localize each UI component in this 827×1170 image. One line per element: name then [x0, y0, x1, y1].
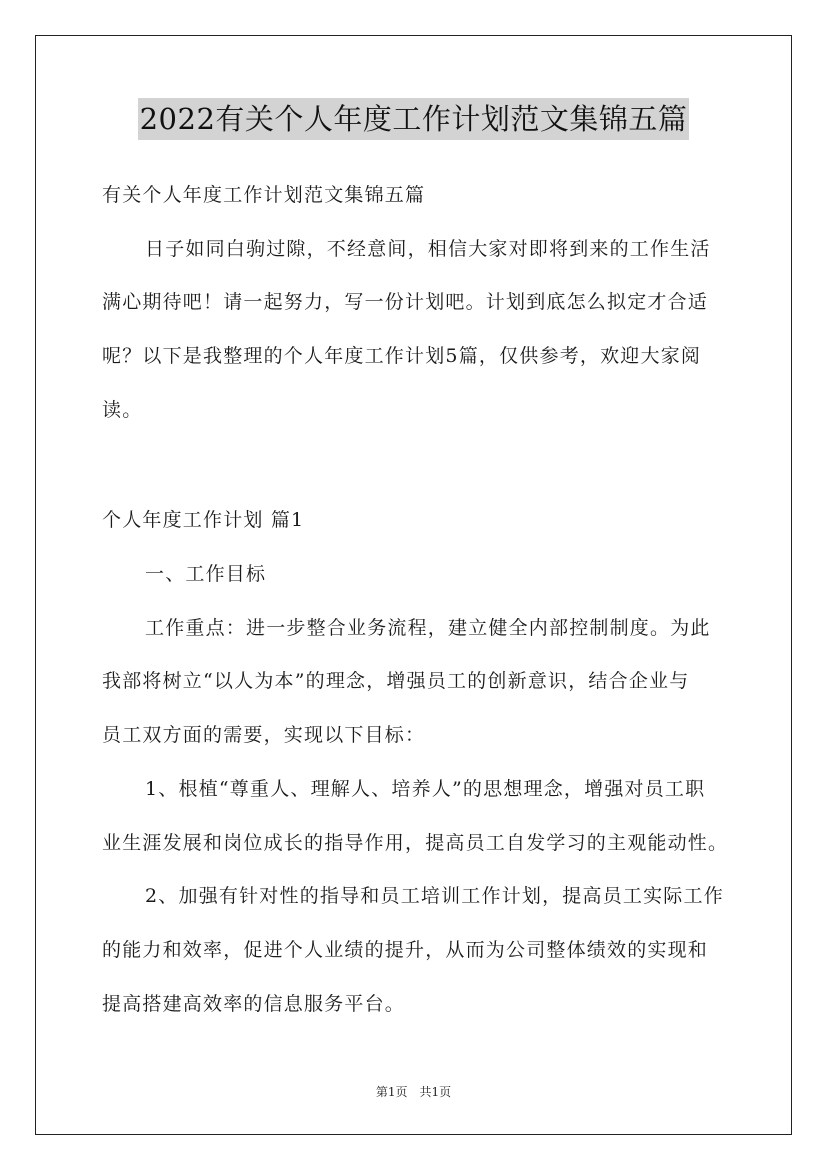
- item2-line-3: 提高搭建高效率的信息服务平台。: [102, 993, 406, 1015]
- section-heading: 个人年度工作计划 篇1: [102, 509, 305, 531]
- document-title: 2022有关个人年度工作计划范文集锦五篇: [138, 98, 690, 140]
- goal-heading: 一、工作目标: [145, 563, 267, 585]
- intro-line-2: 满心期待吧！请一起努力，写一份计划吧。计划到底怎么拟定才合适: [102, 291, 709, 313]
- focus-line-3: 员工双方面的需要，实现以下目标：: [102, 724, 426, 746]
- item2-line-2: 的能力和效率，促进个人业绩的提升，从而为公司整体绩效的实现和: [102, 939, 709, 961]
- item2-line-1: 2、加强有针对性的指导和员工培训工作计划，提高员工实际工作: [145, 885, 724, 907]
- focus-line-1: 工作重点：进一步整合业务流程，建立健全内部控制制度。为此: [145, 617, 711, 639]
- item1-line-2: 业生涯发展和岗位成长的指导作用，提高员工自发学习的主观能动性。: [102, 832, 729, 854]
- document-subtitle: 有关个人年度工作计划范文集锦五篇: [102, 184, 426, 206]
- intro-line-1: 日子如同白驹过隙，不经意间，相信大家对即将到来的工作生活: [145, 238, 711, 260]
- focus-line-2: 我部将树立“以人为本”的理念，增强员工的创新意识，结合企业与: [102, 670, 690, 692]
- title-container: [0, 98, 827, 140]
- intro-line-3: 呢？以下是我整理的个人年度工作计划5篇，仅供参考，欢迎大家阅: [102, 345, 702, 367]
- page-footer: 第1页 共1页: [375, 1085, 452, 1099]
- intro-line-4: 读。: [102, 399, 143, 421]
- item1-line-1: 1、根植“尊重人、理解人、培养人”的思想理念，增强对员工职: [145, 778, 706, 800]
